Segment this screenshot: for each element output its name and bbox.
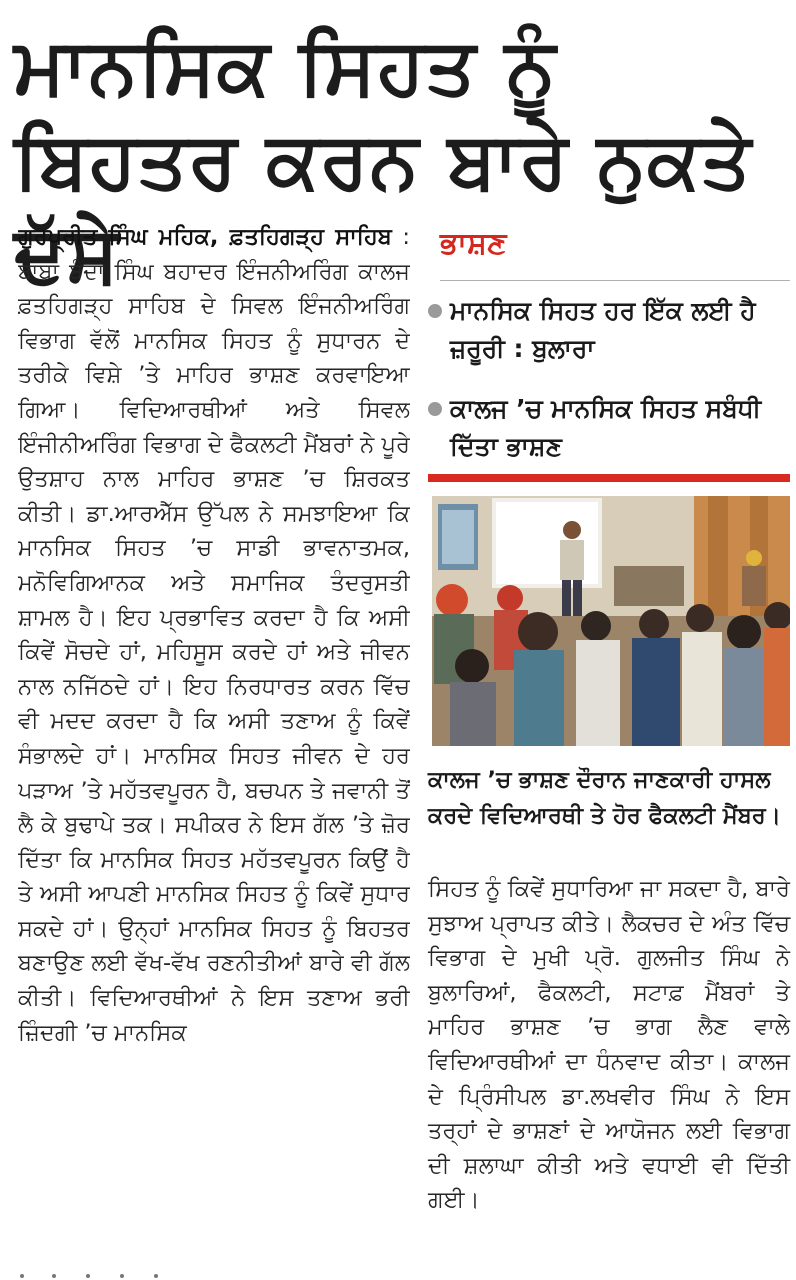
sidebar-column [424, 222, 790, 1214]
highlight-item [424, 390, 790, 466]
headline: ਮਾਨਸਿਕ ਸਿਹਤ ਨੂੰ ਬਿਹਤਰ ਕਰਨ ਬਾਰੇ ਨੁਕਤੇ ਦੱਸੇ [14, 22, 752, 300]
kicker-label: ਭਾਸ਼ਣ [440, 226, 507, 261]
highlight-text: ਕਾਲਜ ’ਚ ਮਾਨਸਿਕ ਸਿਹਤ ਸਬੰਧੀ ਦਿੱਤਾ ਭਾਸ਼ਣ [450, 394, 762, 461]
bullet-icon [428, 402, 442, 416]
bullet-icon [428, 304, 442, 318]
byline: ਗੁਰਪ੍ਰੀਤ ਸਿੰਘ ਮਹਿਕ, ਫ਼ਤਹਿਗੜ੍ਹ ਸਾਹਿਬ [18, 224, 392, 250]
photo-caption: ਕਾਲਜ ’ਚ ਭਾਸ਼ਣ ਦੌਰਾਨ ਜਾਣਕਾਰੀ ਹਾਸਲ ਕਰਦੇ ਵਿਦਿਆਰਥੀ ਤੇ ਹੋਰ ਫੈਕਲਟੀ ਮੈਂਬਰ। [428, 767, 781, 829]
highlights-list [424, 292, 790, 466]
kicker-divider [440, 280, 790, 281]
red-divider [428, 474, 790, 482]
body-text-right: ਸਿਹਤ ਨੂੰ ਕਿਵੇਂ ਸੁਧਾਰਿਆ ਜਾ ਸਕਦਾ ਹੈ, ਬਾਰੇ ਸੁਝਾਅ ਪ੍ਰਾਪਤ ਕੀਤੇ। ਲੈਕਚਰ ਦੇ ਅੰਤ ਵਿੱਚ ਵਿਭਾਗ ਦੇ ਮੁਖੀ ਪ੍ਰੋ. ਗੁਲਜੀਤ ਸਿੰਘ ਨੇ ਬੁਲਾਰਿਆਂ, ਫੈਕਲਟੀ, ਸਟਾਫ਼ ਮੈਂਬਰਾਂ ਤੇ ਮਾਹਿਰ ਭਾਸ਼ਣ ’ਚ ਭਾਗ ਲੈਣ ਵਾਲੇ ਵਿਦਿਆਰਥੀਆਂ ਦਾ ਧੰਨਵਾਦ ਕੀਤਾ। ਕਾਲਜ ਦੇ ਪ੍ਰਿੰਸੀਪਲ ਡਾ.ਲਖਵੀਰ ਸਿੰਘ ਨੇ ਇਸ ਤਰ੍ਹਾਂ ਦੇ ਭਾਸ਼ਣਾਂ ਦੇ ਆਯੋਜਨ ਲਈ ਵਿਭਾਗ ਦੀ ਸ਼ਲਾਘਾ ਕੀਤੀ ਅਤੇ ਵਧਾਈ ਵੀ ਦਿੱਤੀ ਗਈ। [428, 876, 790, 1214]
highlight-item [424, 292, 790, 368]
lecture-photo [432, 496, 790, 746]
article-body-left [18, 220, 410, 1270]
body-text-left: : ਬਾਬਾ ਬੰਦਾ ਸਿੰਘ ਬਹਾਦਰ ਇੰਜਨੀਅਰਿੰਗ ਕਾਲਜ ਫ਼ਤਹਿਗੜ੍ਹ ਸਾਹਿਬ ਦੇ ਸਿਵਲ ਇੰਜਨੀਅਰਿੰਗ ਵਿਭਾਗ ਵੱਲੋਂ ਮਾਨਸਿਕ ਸਿਹਤ ਨੂੰ ਸੁਧਾਰਨ ਦੇ ਤਰੀਕੇ ਵਿਸ਼ੇ ’ਤੇ ਮਾਹਿਰ ਭਾਸ਼ਣ ਕਰਵਾਇਆ ਗਿਆ। ਵਿਦਿਆਰਥੀਆਂ ਅਤੇ ਸਿਵਲ ਇੰਜੀਨੀਅਰਿੰਗ ਵਿਭਾਗ ਦੇ ਫੈਕਲਟੀ ਮੈਂਬਰਾਂ ਨੇ ਪੂਰੇ ਉਤਸ਼ਾਹ ਨਾਲ ਮਾਹਿਰ ਭਾਸ਼ਣ ’ਚ ਸ਼ਿਰਕਤ ਕੀਤੀ। ਡਾ.ਆਰਐੱਸ ਉੱਪਲ ਨੇ ਸਮਝਾਇਆ ਕਿ ਮਾਨਸਿਕ ਸਿਹਤ ’ਚ ਸਾਡੀ ਭਾਵਨਾਤਮਕ, ਮਨੋਵਿਗਿਆਨਕ ਅਤੇ ਸਮਾਜਿਕ ਤੰਦਰੁਸਤੀ ਸ਼ਾਮਲ ਹੈ। ਇਹ ਪ੍ਰਭਾਵਿਤ ਕਰਦਾ ਹੈ ਕਿ ਅਸੀ ਕਿਵੇਂ ਸੋਚਦੇ ਹਾਂ, ਮਹਿਸੂਸ ਕਰਦੇ ਹਾਂ ਅਤੇ ਜੀਵਨ ਨਾਲ ਨਜਿੱਠਦੇ ਹਾਂ। ਇਹ ਨਿਰਧਾਰਤ ਕਰਨ ਵਿੱਚ ਵੀ ਮਦਦ ਕਰਦਾ ਹੈ ਕਿ ਅਸੀ ਤਣਾਅ ਨੂੰ ਕਿਵੇਂ ਸੰਭਾਲਦੇ ਹਾਂ। ਮਾਨਸਿਕ ਸਿਹਤ ਜੀਵਨ ਦੇ ਹਰ ਪੜਾਅ ’ਤੇ ਮਹੱਤਵਪੂਰਨ ਹੈ, ਬਚਪਨ ਤੇ ਜਵਾਨੀ ਤੋਂ ਲੈ ਕੇ ਬੁਢਾਪੇ ਤਕ। ਸਪੀਕਰ ਨੇ ਇਸ ਗੱਲ ’ਤੇ ਜ਼ੋਰ ਦਿੱਤਾ ਕਿ ਮਾਨਸਿਕ ਸਿਹਤ ਮਹੱਤਵਪੂਰਨ ਕਿਉਂ ਹੈ ਤੇ ਅਸੀ ਆਪਣੀ ਮਾਨਸਿਕ ਸਿਹਤ ਨੂੰ ਕਿਵੇਂ ਸੁਧਾਰ ਸਕਦੇ ਹਾਂ। ਉਨ੍ਹਾਂ ਮਾਨਸਿਕ ਸਿਹਤ ਨੂੰ ਬਿਹਤਰ ਬਣਾਉਣ ਲਈ ਵੱਖ-ਵੱਖ ਰਣਨੀਤੀਆਂ ਬਾਰੇ ਵੀ ਗੱਲ ਕੀਤੀ। ਵਿਦਿਆਰਥੀਆਂ ਨੇ ਇਸ ਤਣਾਅ ਭਰੀ ਜ਼ਿੰਦਗੀ ’ਚ ਮਾਨਸਿਕ [18, 224, 410, 1046]
page-edge-ornament [10, 1266, 210, 1280]
highlight-text: ਮਾਨਸਿਕ ਸਿਹਤ ਹਰ ਇੱਕ ਲਈ ਹੈ ਜ਼ਰੂਰੀ : ਬੁਲਾਰਾ [450, 296, 756, 363]
lecture-photo-illustration [432, 496, 790, 746]
